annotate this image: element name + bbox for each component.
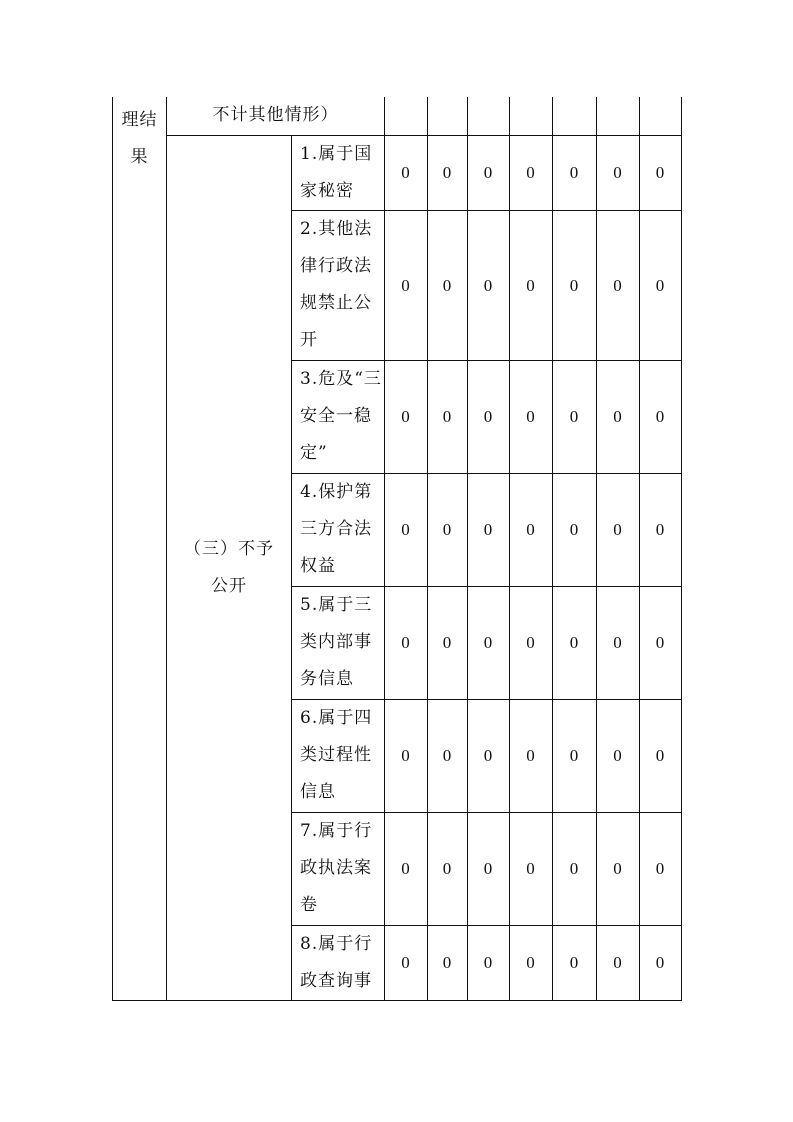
empty-cell — [553, 97, 597, 135]
value-cell: 0 — [640, 586, 682, 699]
value-cell: 0 — [597, 925, 640, 1000]
row-label: 2.其他法律行政法规禁止公开 — [292, 210, 385, 360]
value-cell: 0 — [428, 135, 468, 210]
empty-cell — [428, 97, 468, 135]
value-cell: 0 — [640, 135, 682, 210]
value-cell: 0 — [597, 360, 640, 473]
value-cell: 0 — [640, 360, 682, 473]
row-label: 6.属于四类过程性信息 — [292, 699, 385, 812]
value-cell: 0 — [553, 210, 597, 360]
value-cell: 0 — [553, 135, 597, 210]
section-label — [167, 135, 292, 1000]
value-cell: 0 — [640, 473, 682, 586]
value-cell: 0 — [468, 925, 510, 1000]
row-label: 1.属于国家秘密 — [292, 135, 385, 210]
value-cell: 0 — [510, 812, 553, 925]
value-cell: 0 — [640, 925, 682, 1000]
value-cell: 0 — [385, 473, 428, 586]
value-cell: 0 — [428, 210, 468, 360]
value-cell: 0 — [385, 360, 428, 473]
row-label: 3.危及“三安全一稳定” — [292, 360, 385, 473]
value-cell: 0 — [385, 812, 428, 925]
value-cell: 0 — [510, 360, 553, 473]
side-label-text: 理结果 — [121, 110, 158, 167]
value-cell: 0 — [553, 473, 597, 586]
value-cell: 0 — [428, 360, 468, 473]
disclosure-results-table — [112, 97, 682, 1001]
value-cell: 0 — [428, 699, 468, 812]
section-label-text: （三）不予公开 — [184, 538, 274, 596]
value-cell: 0 — [385, 925, 428, 1000]
value-cell: 0 — [640, 812, 682, 925]
value-cell: 0 — [597, 699, 640, 812]
value-cell: 0 — [640, 210, 682, 360]
value-cell: 0 — [468, 812, 510, 925]
value-cell: 0 — [468, 360, 510, 473]
value-cell: 0 — [640, 699, 682, 812]
value-cell: 0 — [468, 586, 510, 699]
empty-cell — [385, 97, 428, 135]
value-cell: 0 — [385, 135, 428, 210]
value-cell: 0 — [597, 135, 640, 210]
value-cell: 0 — [553, 925, 597, 1000]
value-cell: 0 — [553, 812, 597, 925]
value-cell: 0 — [597, 812, 640, 925]
value-cell: 0 — [468, 473, 510, 586]
value-cell: 0 — [597, 473, 640, 586]
value-cell: 0 — [385, 586, 428, 699]
empty-cell — [597, 97, 640, 135]
value-cell: 0 — [510, 925, 553, 1000]
value-cell: 0 — [510, 699, 553, 812]
value-cell: 0 — [510, 135, 553, 210]
row-label: 4.保护第三方合法权益 — [292, 473, 385, 586]
value-cell: 0 — [385, 210, 428, 360]
value-cell: 0 — [468, 135, 510, 210]
value-cell: 0 — [468, 699, 510, 812]
row-label: 7.属于行政执法案卷 — [292, 812, 385, 925]
value-cell: 0 — [553, 360, 597, 473]
table-row-continued — [113, 97, 682, 135]
value-cell: 0 — [428, 925, 468, 1000]
side-label — [113, 97, 167, 1000]
value-cell: 0 — [510, 473, 553, 586]
value-cell: 0 — [468, 210, 510, 360]
value-cell: 0 — [553, 699, 597, 812]
continued-row-label: 不计其他情形） — [167, 97, 385, 135]
empty-cell — [468, 97, 510, 135]
row-label: 8.属于行政查询事 — [292, 925, 385, 1000]
value-cell: 0 — [428, 473, 468, 586]
value-cell: 0 — [428, 812, 468, 925]
value-cell: 0 — [428, 586, 468, 699]
empty-cell — [640, 97, 682, 135]
value-cell: 0 — [553, 586, 597, 699]
value-cell: 0 — [510, 586, 553, 699]
value-cell: 0 — [385, 699, 428, 812]
row-label: 5.属于三类内部事务信息 — [292, 586, 385, 699]
value-cell: 0 — [597, 210, 640, 360]
empty-cell — [510, 97, 553, 135]
value-cell: 0 — [597, 586, 640, 699]
table-row — [113, 135, 682, 210]
value-cell: 0 — [510, 210, 553, 360]
